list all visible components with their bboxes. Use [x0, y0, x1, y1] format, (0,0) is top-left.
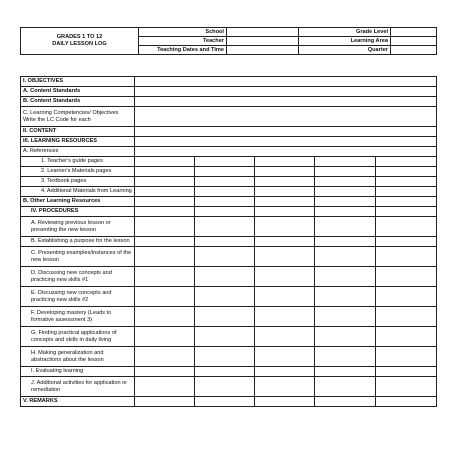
day-cell[interactable]: [255, 247, 315, 267]
day-cell[interactable]: [255, 217, 315, 237]
table-row: [21, 127, 437, 137]
day-cell[interactable]: [195, 167, 255, 177]
day-cell[interactable]: [315, 267, 376, 287]
day-cell[interactable]: [315, 237, 376, 247]
day-cell[interactable]: [315, 207, 376, 217]
day-cell[interactable]: [195, 377, 255, 397]
resources-cell[interactable]: [135, 137, 437, 147]
school-field[interactable]: [227, 28, 299, 37]
day-cell[interactable]: [315, 177, 376, 187]
day-cell[interactable]: [135, 307, 195, 327]
day-cell[interactable]: [376, 287, 437, 307]
day-cell[interactable]: [376, 307, 437, 327]
day-cell[interactable]: [255, 367, 315, 377]
day-cell[interactable]: [255, 377, 315, 397]
day-cell[interactable]: [135, 177, 195, 187]
day-cell[interactable]: [376, 367, 437, 377]
row-label: G. Finding practical applications of concepts and skills in daily living: [21, 327, 135, 347]
row-label: A. Content Standards: [21, 87, 135, 97]
row-label: II. CONTENT: [21, 127, 135, 137]
learning-area-label: Learning Area: [299, 37, 391, 46]
table-row: [21, 247, 437, 267]
day-cell[interactable]: [376, 167, 437, 177]
row-label: D. Discussing new concepts and practicing new skills #1: [21, 267, 135, 287]
table-row: [21, 187, 437, 197]
row-label: 3. Textbook pages: [21, 177, 135, 187]
table-row: [21, 207, 437, 217]
row-label: F. Developing mastery (Leads to formative assessment 3): [21, 307, 135, 327]
row-label: A. Reviewing previous lesson or presenting the new lesson: [21, 217, 135, 237]
header-table: [20, 27, 437, 55]
table-row: [21, 237, 437, 247]
day-cell[interactable]: [255, 327, 315, 347]
header-title-cell: [21, 28, 139, 55]
day-cell[interactable]: [195, 397, 255, 407]
day-cell[interactable]: [315, 157, 376, 167]
row-label: B. Other Learning Resources: [21, 197, 135, 207]
day-cell[interactable]: [195, 247, 255, 267]
table-row: [21, 137, 437, 147]
day-cell[interactable]: [135, 397, 195, 407]
day-cell[interactable]: [135, 207, 195, 217]
performance-standards-cell[interactable]: [135, 97, 437, 107]
table-row: [21, 157, 437, 167]
day-cell[interactable]: [195, 207, 255, 217]
table-row: [21, 267, 437, 287]
content-cell[interactable]: [135, 127, 437, 137]
objectives-cell[interactable]: [135, 77, 437, 87]
lesson-log-table: [20, 76, 437, 407]
day-cell[interactable]: [315, 367, 376, 377]
table-row: [21, 87, 437, 97]
day-cell[interactable]: [135, 287, 195, 307]
day-cell[interactable]: [315, 347, 376, 367]
table-row: [21, 197, 437, 207]
day-cell[interactable]: [376, 197, 437, 207]
grades-label: GRADES 1 TO 12: [56, 34, 103, 41]
day-cell[interactable]: [315, 287, 376, 307]
table-row: [21, 97, 437, 107]
day-cell[interactable]: [315, 217, 376, 237]
day-cell[interactable]: [376, 377, 437, 397]
day-cell[interactable]: [195, 327, 255, 347]
day-cell[interactable]: [376, 347, 437, 367]
table-row: [21, 77, 437, 87]
row-label: C. Presenting examples/instances of the new lesson: [21, 247, 135, 267]
day-cell[interactable]: [195, 347, 255, 367]
row-label: J. Additional activities for application or remediation: [21, 377, 135, 397]
table-row: [21, 177, 437, 187]
day-cell[interactable]: [135, 187, 195, 197]
row-label: 1. Teacher's guide pages: [21, 157, 135, 167]
row-label: H. Making generalization and abstractions about the lesson: [21, 347, 135, 367]
day-cell[interactable]: [195, 307, 255, 327]
row-label: I. Evaluating learning: [21, 367, 135, 377]
day-cell[interactable]: [195, 177, 255, 187]
table-row: [21, 327, 437, 347]
day-cell[interactable]: [315, 397, 376, 407]
row-label: I. OBJECTIVES: [21, 77, 135, 87]
teaching-dates-field[interactable]: [227, 46, 299, 55]
day-cell[interactable]: [135, 267, 195, 287]
row-label: C. Learning Competencies/ Objectives Write the LC Code for each: [21, 107, 135, 127]
day-cell[interactable]: [255, 187, 315, 197]
day-cell[interactable]: [376, 207, 437, 217]
day-cell[interactable]: [195, 267, 255, 287]
day-cell[interactable]: [315, 327, 376, 347]
teaching-dates-label: Teaching Dates and Time: [139, 46, 227, 55]
day-cell[interactable]: [195, 157, 255, 167]
day-cell[interactable]: [135, 377, 195, 397]
grade-level-label: Grade Level: [299, 28, 391, 37]
day-cell[interactable]: [255, 197, 315, 207]
day-cell[interactable]: [255, 347, 315, 367]
school-label: School: [139, 28, 227, 37]
day-cell[interactable]: [195, 197, 255, 207]
day-cell[interactable]: [376, 187, 437, 197]
day-cell[interactable]: [376, 327, 437, 347]
grade-level-field[interactable]: [391, 28, 437, 37]
day-cell[interactable]: [255, 287, 315, 307]
table-row: [21, 287, 437, 307]
day-cell[interactable]: [376, 177, 437, 187]
teacher-label: Teacher: [139, 37, 227, 46]
day-cell[interactable]: [315, 167, 376, 177]
day-cell[interactable]: [376, 397, 437, 407]
row-label: IV. PROCEDURES: [21, 207, 135, 217]
row-label: B. Establishing a purpose for the lesson: [21, 237, 135, 247]
learning-area-field[interactable]: [391, 37, 437, 46]
day-cell[interactable]: [135, 217, 195, 237]
table-row: [21, 107, 437, 127]
row-label: III. LEARNING RESOURCES: [21, 137, 135, 147]
table-row: [21, 167, 437, 177]
day-cell[interactable]: [255, 307, 315, 327]
day-cell[interactable]: [376, 267, 437, 287]
day-cell[interactable]: [135, 247, 195, 267]
day-cell[interactable]: [255, 397, 315, 407]
day-cell[interactable]: [376, 247, 437, 267]
day-cell[interactable]: [195, 217, 255, 237]
quarter-label: Quarter: [299, 46, 391, 55]
day-cell[interactable]: [135, 347, 195, 367]
table-row: [21, 367, 437, 377]
table-row: [21, 147, 437, 157]
row-label: 4. Additional Materials from Learning: [21, 187, 135, 197]
table-row: [21, 397, 437, 407]
row-label: B. Content Standards: [21, 97, 135, 107]
day-cell[interactable]: [255, 157, 315, 167]
day-cell[interactable]: [376, 237, 437, 247]
day-cell[interactable]: [255, 267, 315, 287]
day-cell[interactable]: [195, 287, 255, 307]
day-cell[interactable]: [315, 187, 376, 197]
day-cell[interactable]: [135, 197, 195, 207]
day-cell[interactable]: [376, 217, 437, 237]
daily-lesson-log-label: DAILY LESSON LOG: [52, 41, 107, 47]
competencies-cell[interactable]: [135, 107, 437, 127]
table-row: [21, 217, 437, 237]
content-standards-cell[interactable]: [135, 87, 437, 97]
row-label: A. References: [21, 147, 135, 157]
day-cell[interactable]: [255, 167, 315, 177]
row-label: V. REMARKS: [21, 397, 135, 407]
day-cell[interactable]: [315, 307, 376, 327]
day-cell[interactable]: [315, 247, 376, 267]
day-cell[interactable]: [135, 167, 195, 177]
row-label: E. Discussing new concepts and practicing new skills #2: [21, 287, 135, 307]
day-cell[interactable]: [376, 157, 437, 167]
day-cell[interactable]: [255, 177, 315, 187]
day-cell[interactable]: [135, 157, 195, 167]
day-cell[interactable]: [195, 187, 255, 197]
day-cell[interactable]: [315, 377, 376, 397]
day-cell[interactable]: [255, 207, 315, 217]
table-row: [21, 347, 437, 367]
row-label: 2. Learner's Materials pages: [21, 167, 135, 177]
references-cell[interactable]: [135, 147, 437, 157]
table-row: [21, 307, 437, 327]
day-cell[interactable]: [255, 237, 315, 247]
table-row: [21, 377, 437, 397]
day-cell[interactable]: [195, 367, 255, 377]
day-cell[interactable]: [315, 197, 376, 207]
teacher-field[interactable]: [227, 37, 299, 46]
day-cell[interactable]: [135, 237, 195, 247]
day-cell[interactable]: [135, 327, 195, 347]
quarter-field[interactable]: [391, 46, 437, 55]
day-cell[interactable]: [195, 237, 255, 247]
day-cell[interactable]: [135, 367, 195, 377]
